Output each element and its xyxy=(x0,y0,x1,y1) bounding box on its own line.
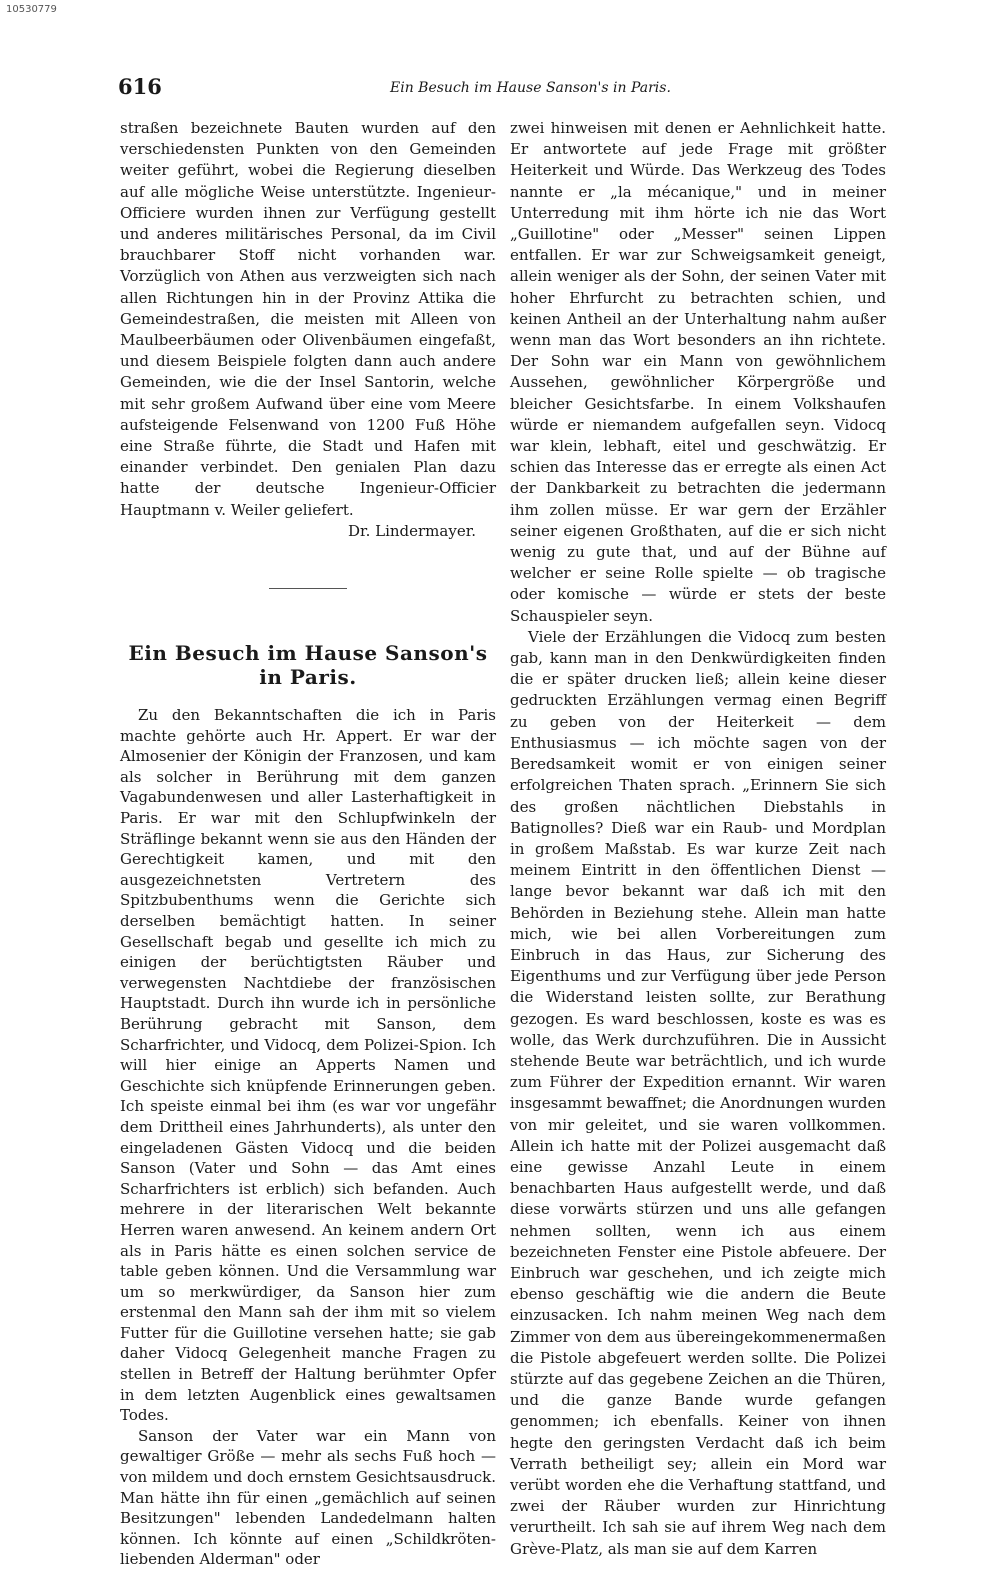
page-number: 616 xyxy=(118,74,162,99)
author-signature: Dr. Lindermayer. xyxy=(348,521,476,540)
left-column xyxy=(120,118,496,1570)
archive-stamp: 10530779 xyxy=(6,4,57,15)
section-divider xyxy=(269,588,347,589)
running-title: Ein Besuch im Hause Sanson's in Paris. xyxy=(390,80,671,96)
article-paragraph: Zu den Bekanntschaften die ich in Paris machte gehörte auch Hr. Appert. Er war der Almosenier der Königin der Franzosen, und kam als solcher in Berührung mit dem ganzen Vagabundenwesen und aller Lasterhaftigkeit in Paris. Er war mit den Schlupfwinkeln der Sträflinge bekannt wenn sie aus den Händen der Gerechtigkeit kamen, und mit den ausgezeichnetsten Vertretern des Spitzbubenthums wenn die Gerichte sich derselben bemächtigt hatten. In seiner Gesellschaft begab und gesellte ich mich zu einigen der berüchtigtsten Räuber und verwegensten Nachtdiebe der französischen Hauptstadt. Durch ihn wurde ich in persönliche Berührung gebracht mit Sanson, dem Scharfrichter, und Vidocq, dem Polizei-Spion. Ich will hier einige an Apperts Namen und Geschichte sich knüpfende Erinnerungen geben. Ich speiste einmal bei ihm (es war vor ungefähr dem Drittheil eines Jahrhunderts), als unter den eingeladenen Gästen Vidocq und die beiden Sanson (Vater und Sohn — das Amt eines Scharfrichters ist erblich) sich befanden. Auch mehrere in der literarischen Welt bekannte Herren waren anwesend. An keinem andern Ort als in Paris hätte es einen solchen service de table geben können. Und die Versammlung war um so merkwürdiger, da Sanson hier zum erstenmal den Mann sah der ihm mit so vielem Futter für die Guillotine versehen hatte; sie gab daher Vidocq Gelegenheit manche Fragen zu stellen in Betreff der Haltung berühmter Opfer in dem letzten Augenblick eines gewaltsamen Todes. xyxy=(120,706,496,1425)
article-title: Ein Besuch im Hause Sanson's in Paris. xyxy=(128,641,488,690)
article-paragraph: Viele der Erzählungen die Vidocq zum besten gab, kann man in den Denkwürdigkeiten finden die er später drucken ließ; allein keine dieser gedruckten Erzählungen vermag einen Begriff zu geben von der Heiterkeit — dem Enthusiasmus — ich möchte sagen von der Beredsamkeit womit er von einigen seiner erfolgreichen Thaten sprach. „Erinnern Sie sich des großen nächtlichen Diebstahls in Batignolles? Dieß war ein Raub- und Mordplan in großem Maßstab. Es war kurze Zeit nach meinem Eintritt in den öffentlichen Dienst — lange bevor bekannt war daß ich mit den Behörden in Beziehung stehe. Allein man hatte mich, wie bei allen Vorbereitungen zum Einbruch in das Haus, zur Sicherung des Eigenthums und zur Verfügung über jede Person die Widerstand leisten sollte, zur Berathung gezogen. Es ward beschlossen, koste es was es wolle, das Werk durchzuführen. Die in Aussicht stehende Beute war beträchtlich, und ich wurde zum Führer der Expedition ernannt. Wir waren insgesammt bewaffnet; die Anordnungen wurden von mir geleitet, und sie waren vollkommen. Allein ich hatte mit der Polizei ausgemacht daß eine gewisse Anzahl Leute in einem benachbarten Haus aufgestellt werde, und daß diese vorwärts stürzen und uns alle gefangen nehmen sollten, wenn ich aus einem bezeichneten Fenster eine Pistole abfeuere. Der Einbruch war geschehen, und ich zeigte mich ebenso geschäftig wie die andern die Beute einzusacken. Ich nahm meinen Weg nach dem Zimmer von dem aus übereingekommenermaßen die Pistole abgefeuert werden sollte. Die Polizei stürzte auf das gegebene Zeichen an die Thüren, und die ganze Bande wurde gefangen genommen; ich ebenfalls. Keiner von ihnen hegte den geringsten Verdacht daß ich beim Verrath betheiligt sey; allein ein Mord war verübt worden ehe die Verhaftung stattfand, und zwei der Räuber wurden zur Hinrichtung verurtheilt. Ich sah sie auf ihrem Weg nach dem Grève-Platz, als man sie auf dem Karren xyxy=(510,627,886,1558)
right-column xyxy=(510,118,886,1560)
continuation-paragraph: straßen bezeichnete Bauten wurden auf den verschiedensten Punkten von den Gemeinden weiter geführt, wobei die Regierung dieselben auf alle mögliche Weise unterstützte. Ingenieur-Officiere wurden ihnen zur Verfügung gestellt und anderes militärisches Personal, da im Civil brauchbarer Stoff nicht vorhanden war. Vorzüglich von Athen aus verzweigten sich nach allen Richtungen hin in der Provinz Attika die Gemeindestraßen, die meisten mit Alleen von Maulbeerbäumen oder Olivenbäumen eingefaßt, und diesem Beispiele folgten dann auch andere Gemeinden, wie die der Insel Santorin, welche mit sehr großem Aufwand über eine vom Meere aufsteigende Felsenwand von 1200 Fuß Höhe eine Straße führte, die Stadt und Hafen mit einander verbindet. Den genialen Plan dazu hatte der deutsche Ingenieur-Officier Hauptmann v. Weiler geliefert. xyxy=(120,119,496,519)
page-header xyxy=(118,74,888,104)
article-paragraph: Sanson der Vater war ein Mann von gewaltiger Größe — mehr als sechs Fuß hoch — von mildem und doch ernstem Gesichtsausdruck. Man hätte ihn für einen „gemächlich auf seinen Besitzungen" lebenden Landedelmann halten können. Ich könnte auf einen „Schildkröten-liebenden Alderman" oder xyxy=(120,1426,496,1569)
article-paragraph: zwei hinweisen mit denen er Aehnlichkeit hatte. Er antwortete auf jede Frage mit größter Heiterkeit und Würde. Das Werkzeug des Todes nannte er „la mécanique," und in meiner Unterredung mit ihm hörte ich nie das Wort „Guillotine" oder „Messer" seinen Lippen entfallen. Er war zur Schweigsamkeit geneigt, allein weniger als der Sohn, der seinen Vater mit hoher Ehrfurcht zu betrachten schien, und keinen Antheil an der Unterhaltung nahm außer wenn man das Wort besonders an ihn richtete. Der Sohn war ein Mann von gewöhnlichem Aussehen, gewöhnlicher Körpergröße und bleicher Gesichtsfarbe. In einem Volkshaufen würde er niemandem aufgefallen seyn. Vidocq war klein, lebhaft, eitel und geschwätzig. Er schien das Interesse das er erregte als einen Act der Dankbarkeit zu betrachten die jedermann ihm zollen müsse. Er war gern der Erzähler seiner eigenen Großthaten, auf die er sich nicht wenig zu gute that, und auf der Bühne auf welcher er seine Rolle spielte — ob tragische oder komische — würde er stets der beste Schauspieler seyn. xyxy=(510,119,886,625)
